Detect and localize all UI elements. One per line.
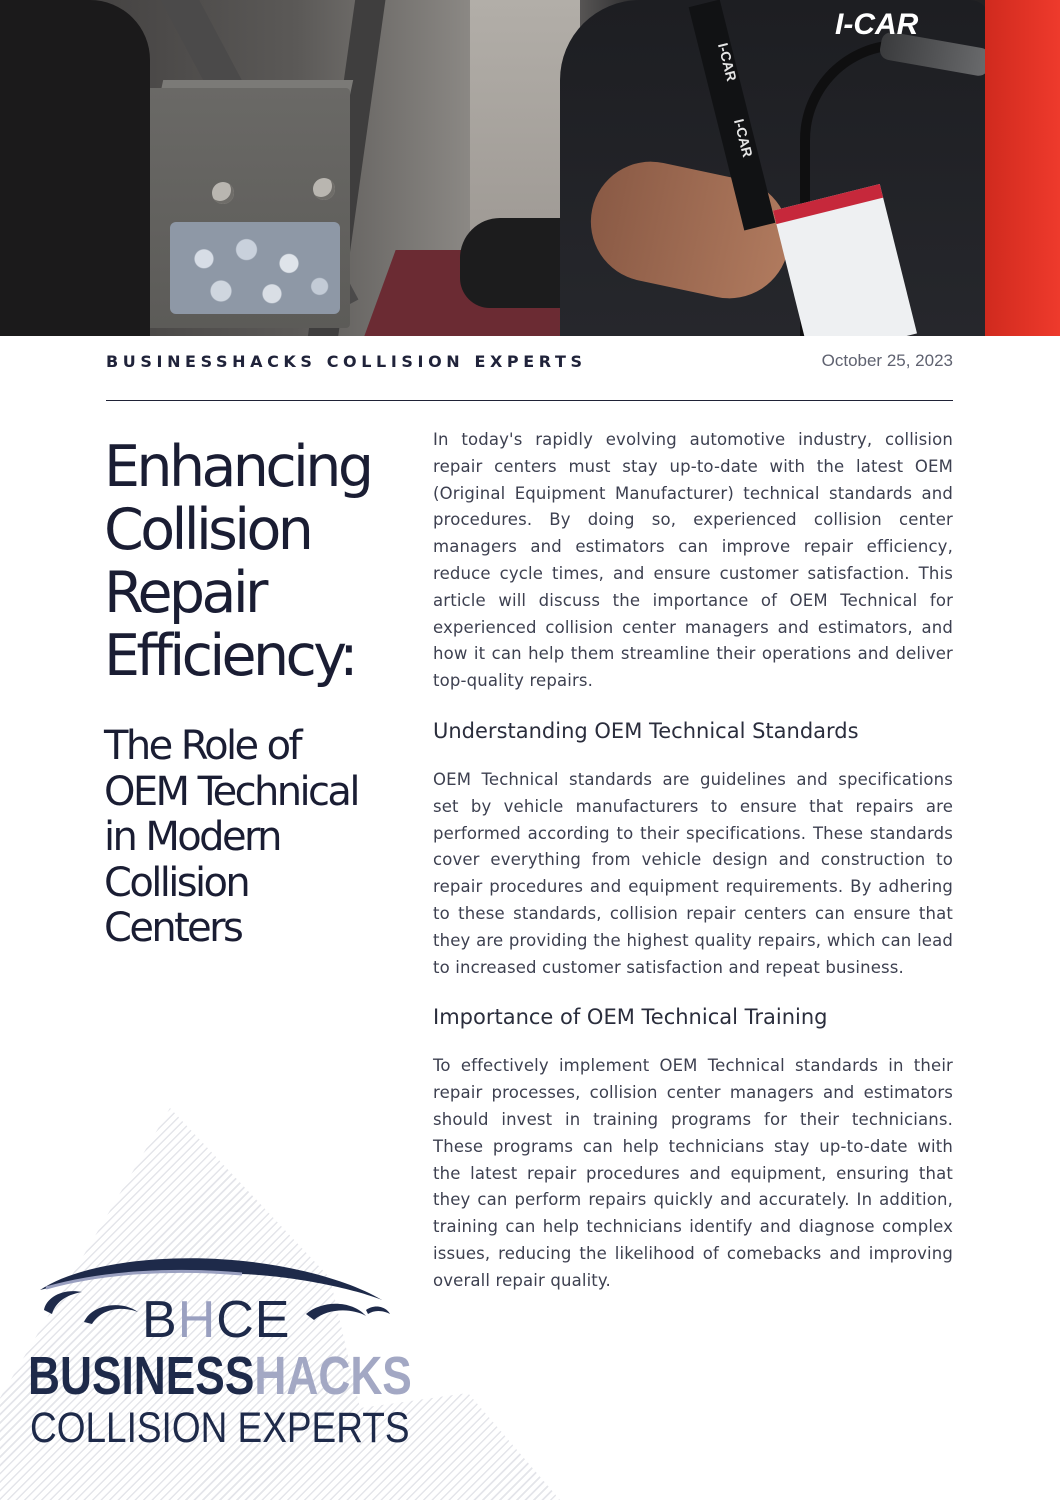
subtitle-line: The Role of [104, 723, 300, 769]
lanyard-logo: I-CAR [714, 41, 740, 83]
hero-photo [0, 0, 1060, 336]
logo-wordmark [28, 1346, 412, 1406]
logo-letter: B [142, 1291, 178, 1349]
shirt-logo: I-CAR [835, 8, 919, 41]
section-heading: Importance of OEM Technical Training [433, 1005, 828, 1030]
logo-word: BUSINESS [28, 1346, 255, 1406]
title-line: Repair [104, 560, 265, 626]
section-paragraph: OEM Technical standards are guidelines and specifications set by vehicle manufacturers to ensure that repairs are performed according to their specifications. These standards cover everything from vehicle design and construction to repair procedures and equipment requirements. By adhering to these standards, collision repair centers can ensure that they are providing the highest quality repairs, which can lead to increased customer satisfaction and repeat business. [433, 769, 953, 977]
logo-tagline: COLLISION EXPERTS [30, 1404, 410, 1452]
logo-monogram [142, 1290, 291, 1350]
org-name: BUSINESSHACKS COLLISION EXPERTS [106, 352, 587, 371]
article-body [433, 427, 953, 1295]
title-line: Collision [104, 497, 311, 563]
header-divider [106, 400, 953, 401]
page-title [104, 436, 404, 688]
subtitle-line: in Modern [104, 814, 280, 860]
company-logo [22, 1248, 412, 1458]
title-line: Efficiency: [104, 623, 355, 689]
lanyard-logo: I-CAR [730, 117, 756, 159]
logo-word: HACKS [254, 1346, 412, 1406]
logo-letter: H [177, 1291, 217, 1349]
intro-paragraph: In today's rapidly evolving automotive industry, collision repair centers must stay up-to-date with the latest OEM (Original Equipment Manufacturer) technical standards and procedures. By doing so, experienced collision center managers and estimators can improve repair efficiency, reduce cycle times, and ensure customer satisfaction. This article will discuss the importance of OEM Technical for experienced collision center managers and estimators, and how it can help them streamline their operations and deliver top-quality repairs. [433, 430, 953, 691]
chain-links [170, 222, 340, 314]
logo-letter: CE [216, 1291, 291, 1349]
subtitle-line: Collision [104, 859, 249, 906]
subtitle-line: OEM Technical [104, 768, 358, 815]
page-subtitle [104, 724, 404, 952]
subtitle-line: Centers [104, 905, 242, 951]
section-heading: Understanding OEM Technical Standards [433, 718, 859, 743]
title-line: Enhancing [104, 434, 371, 500]
section-paragraph: To effectively implement OEM Technical standards in their repair processes, collision center managers and estimators should invest in training programs for their technicians. These programs can help technicians stay up-to-date with the latest repair procedures and equipment, ensuring that they can perform repairs quickly and accurately. In addition, training can help technicians identify and diagnose complex issues, reducing the likelihood of comebacks and improving overall repair quality. [433, 1056, 953, 1290]
publication-date: October 25, 2023 [821, 351, 953, 370]
